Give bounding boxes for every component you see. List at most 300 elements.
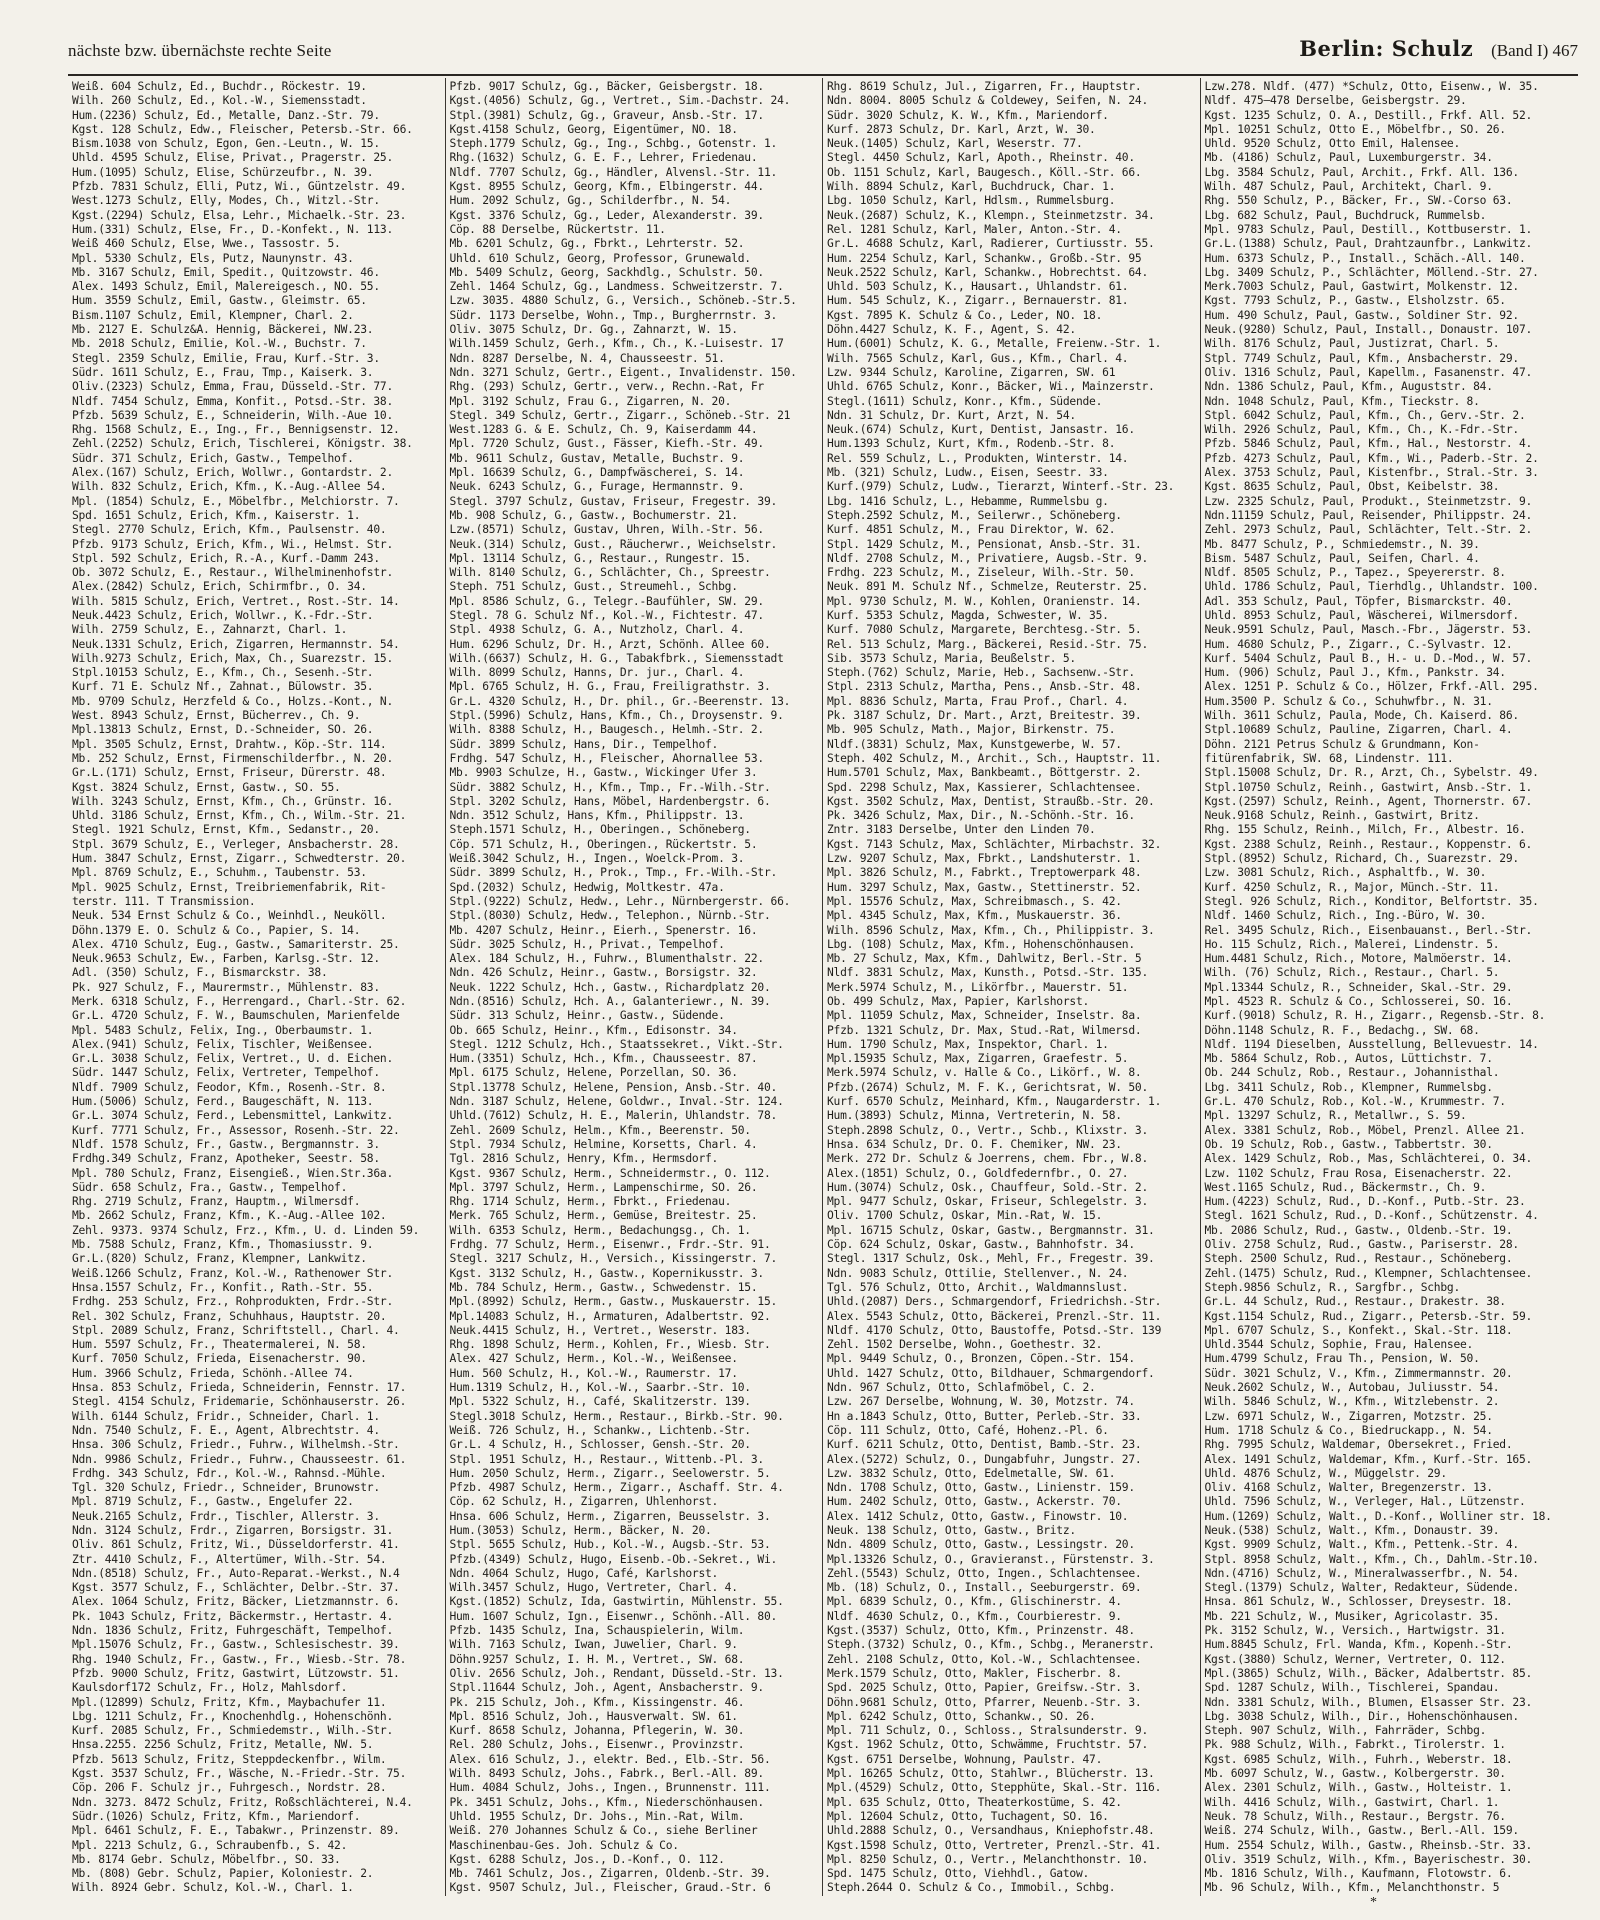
directory-entry: Mpl. 9449 Schulz, O., Bronzen, Cöpen.-Str. 154.: [827, 1352, 1135, 1366]
directory-entry: Kgst. 3577 Schulz, F., Schlächter, Delbr.-Str. 37.: [72, 1581, 400, 1595]
directory-entry: Südr. 313 Schulz, Heinr., Gastw., Südende.: [449, 1009, 725, 1023]
directory-entry: Hum. 2402 Schulz, Otto, Gastw., Ackerstr. 70.: [827, 1495, 1122, 1509]
directory-entry: Ho. 115 Schulz, Rich., Malerei, Lindenstr. 5.: [1204, 937, 1500, 951]
directory-entry: Steph.9856 Schulz, R., Sargfbr., Schbg.: [1204, 1280, 1461, 1294]
directory-entry: Ndn.(8518) Schulz, Fr., Auto-Reparat.-Werkst., N.4: [72, 1566, 400, 1580]
directory-entry: Alex. 1429 Schulz, Rob., Mas, Schlächterei, O. 34.: [1204, 1152, 1533, 1166]
directory-entry: Südr. 3899 Schulz, H., Prok., Tmp., Fr.-Wilh.-Str.: [449, 866, 778, 880]
directory-entry: Zehl. 1502 Derselbe, Wohn., Goethestr. 32.: [827, 1338, 1103, 1352]
directory-entry: Steph. 751 Schulz, Gust., Streumehl., Schbg.: [449, 580, 738, 594]
directory-entry: Wilh. 8924 Gebr. Schulz, Kol.-W., Charl. 1.: [72, 1881, 354, 1895]
directory-entry: Kgst.(2597) Schulz, Reinh., Agent, Thornerstr. 67.: [1204, 794, 1533, 808]
directory-entry: Mpl. 3192 Schulz, Frau G., Zigarren, N. 20.: [449, 394, 732, 408]
directory-entry: Mb. (808) Gebr. Schulz, Papier, Koloniestr. 2.: [72, 1867, 374, 1881]
directory-entry: Neuk.2522 Schulz, Karl, Schankw., Hobrechtst. 64.: [827, 265, 1149, 279]
directory-entry: Gr.L. 4688 Schulz, Karl, Radierer, Curtiusstr. 55.: [827, 237, 1155, 251]
directory-entry: Stpl.(8030) Schulz, Hedw., Telephon., Nürnb.-Str.: [449, 909, 771, 923]
directory-entry: Mpl. 10251 Schulz, Otto E., Möbelfbr., SO. 26.: [1204, 122, 1506, 136]
directory-entry: Merk.7003 Schulz, Paul, Gastwirt, Molkenstr. 12.: [1204, 280, 1519, 294]
directory-entry: Uhld. 1786 Schulz, Paul, Tierhdlg., Uhlandstr. 100.: [1204, 580, 1539, 594]
volume-page-number: (Band I) 467: [1491, 41, 1578, 60]
directory-entry: Hnsa. 306 Schulz, Friedr., Fuhrw., Wilhelmsh.-Str.: [72, 1438, 400, 1452]
directory-entry: Kgst. 6288 Schulz, Jos., D.-Konf., O. 112.: [449, 1852, 725, 1866]
directory-entry: Mpl. 8586 Schulz, G., Telegr.-Baufühler, SW. 29.: [449, 594, 764, 608]
directory-entry: Rhg. 1568 Schulz, E., Ing., Fr., Bennigsenstr. 12.: [72, 423, 400, 437]
directory-entry: Stpl.10750 Schulz, Reinh., Gastwirt, Ansb.-Str. 1.: [1204, 780, 1533, 794]
directory-entry: Wilh. 8894 Schulz, Karl, Buchdruck, Char. 1.: [827, 180, 1116, 194]
directory-entry: Cöp. 206 F. Schulz jr., Fuhrgesch., Nordstr. 28.: [72, 1781, 387, 1795]
directory-entry: Stpl. 6042 Schulz, Paul, Kfm., Ch., Gerv.-Str. 2.: [1204, 408, 1526, 422]
directory-entry: Wilh. 5815 Schulz, Erich, Vertret., Rost.-Str. 14.: [72, 594, 400, 608]
directory-entry: Mb. 9611 Schulz, Gustav, Metalle, Buchstr. 9.: [449, 451, 745, 465]
directory-entry: Stegl.(1611) Schulz, Konr., Kfm., Südende.: [827, 394, 1103, 408]
directory-entry: West.1283 G. & E. Schulz, Ch. 9, Kaiserdamm 44.: [449, 423, 758, 437]
directory-entry: Kurf. 5353 Schulz, Magda, Schwester, W. 35.: [827, 608, 1109, 622]
directory-entry: Wilh. 6144 Schulz, Fridr., Schneider, Charl. 1.: [72, 1409, 380, 1423]
directory-entry: Stpl.13778 Schulz, Helene, Pension, Ansb.-Str. 40.: [449, 1080, 778, 1094]
directory-entry: Frdhg. 77 Schulz, Herm., Eisenwr., Frdr.-Str. 91.: [449, 1238, 771, 1252]
directory-entry: Lzw.(8571) Schulz, Gustav, Uhren, Wilh.-Str. 56.: [449, 523, 764, 537]
directory-entry: Ndn. 1836 Schulz, Fritz, Fuhrgeschäft, Tempelhof.: [72, 1624, 394, 1638]
directory-entry: Rhg. 1898 Schulz, Herm., Kohlen, Fr., Wiesb. Str.: [449, 1338, 771, 1352]
directory-entry: Hum. 2254 Schulz, Karl, Schankw., Großb.-Str. 95: [827, 251, 1142, 265]
directory-entry: Stpl.11644 Schulz, Joh., Agent, Ansbacherstr. 9.: [449, 1681, 764, 1695]
directory-entry: Lzw. 6971 Schulz, W., Zigarren, Motzstr. 25.: [1204, 1409, 1493, 1423]
directory-entry: terstr. 111. T Transmission.: [72, 894, 256, 908]
directory-entry: Stegl. 349 Schulz, Gertr., Zigarr., Schöneb.-Str. 21: [449, 408, 791, 422]
directory-entry: Hum. 490 Schulz, Paul, Gastw., Soldiner Str. 92.: [1204, 308, 1519, 322]
directory-entry: Neuk.(1405) Schulz, Karl, Weserstr. 77.: [827, 137, 1083, 151]
directory-entry: Spd. 1475 Schulz, Otto, Viehhdl., Gatow.: [827, 1867, 1090, 1881]
directory-entry: Lzw. 9344 Schulz, Karoline, Zigarren, SW. 61: [827, 365, 1116, 379]
directory-entry: Oliv. 1700 Schulz, Oskar, Min.-Rat, W. 15.: [827, 1209, 1103, 1223]
directory-entry: Hum.(3351) Schulz, Hch., Kfm., Chausseestr. 87.: [449, 1052, 758, 1066]
directory-entry: Mpl. 8836 Schulz, Marta, Frau Prof., Charl. 4.: [827, 694, 1129, 708]
directory-entry: Döhn.9257 Schulz, I. H. M., Vertret., SW. 68.: [449, 1652, 745, 1666]
directory-entry: Hum. 3966 Schulz, Frieda, Schönh.-Allee 74.: [72, 1366, 354, 1380]
directory-entry: Mpl.13344 Schulz, R., Schneider, Skal.-Str. 29.: [1204, 980, 1513, 994]
directory-entry: Steph.(3732) Schulz, O., Kfm., Schbg., Meranerstr.: [827, 1638, 1155, 1652]
directory-entry: Ndn. 7540 Schulz, F. E., Agent, Albrechtstr. 4.: [72, 1423, 380, 1437]
directory-entry: Stpl. 4938 Schulz, G. A., Nutzholz, Charl. 4.: [449, 623, 745, 637]
directory-entry: Nldf. 1194 Dieselben, Ausstellung, Bellevuestr. 14.: [1204, 1037, 1539, 1051]
directory-entry: Stpl. 592 Schulz, Erich, R.-A., Kurf.-Damm 243.: [72, 551, 380, 565]
directory-entry: Ob. 499 Schulz, Max, Papier, Karlshorst.: [827, 995, 1090, 1008]
directory-entry: Kurf. 6211 Schulz, Otto, Dentist, Bamb.-Str. 23.: [827, 1438, 1142, 1452]
directory-entry: Mb. 1816 Schulz, Wilh., Kaufmann, Flotowstr. 6.: [1204, 1867, 1513, 1881]
directory-entry: Stpl. 2089 Schulz, Franz, Schriftstell., Charl. 4.: [72, 1323, 400, 1337]
directory-entry: Neuk.1331 Schulz, Erich, Zigarren, Hermannstr. 54.: [72, 637, 400, 651]
directory-entry: Cöp. 62 Schulz, H., Zigarren, Uhlenhorst.: [449, 1495, 719, 1509]
directory-entry: Mpl. 15576 Schulz, Max, Schreibmasch., S. 42.: [827, 894, 1122, 908]
directory-entry: Südr. 3025 Schulz, H., Privat., Tempelhof.: [449, 937, 725, 951]
directory-entry: Hum. 5597 Schulz, Fr., Theatermalerei, N. 58.: [72, 1338, 367, 1352]
directory-entry: Mpl. 780 Schulz, Franz, Eisengieß., Wien.Str.36a.: [72, 1166, 394, 1180]
directory-entry: Uhld. 3186 Schulz, Ernst, Kfm., Ch., Wilm.-Str. 21.: [72, 809, 407, 823]
directory-entry: Lbg. 3409 Schulz, P., Schlächter, Möllend.-Str. 27.: [1204, 265, 1539, 279]
directory-entry: Mb. 2086 Schulz, Rud., Gastw., Oldenb.-Str. 19.: [1204, 1223, 1513, 1237]
directory-entry: Pfzb. 5613 Schulz, Fritz, Steppdeckenfbr., Wilm.: [72, 1752, 387, 1766]
directory-entry: Frdhg.349 Schulz, Franz, Apotheker, Seestr. 58.: [72, 1152, 380, 1166]
directory-entry: Mpl. 4523 R. Schulz & Co., Schlosserei, SO. 16.: [1204, 995, 1513, 1008]
directory-entry: Stpl.(9222) Schulz, Hedw., Lehr., Nürnbergerstr. 66.: [449, 894, 791, 908]
page-title: Berlin: Schulz: [1299, 36, 1474, 61]
directory-entry: Ndn. 426 Schulz, Heinr., Gastw., Borsigstr. 32.: [449, 966, 758, 980]
directory-entry: Steph.(762) Schulz, Marie, Heb., Sachsenw.-Str.: [827, 666, 1135, 680]
directory-entry: Zntr. 3183 Derselbe, Unter den Linden 70.: [827, 823, 1096, 837]
directory-entry: Neuk.2165 Schulz, Frdr., Tischler, Allerstr. 3.: [72, 1509, 380, 1523]
directory-entry: Mpl. 8719 Schulz, F., Gastw., Engelufer 22.: [72, 1495, 354, 1509]
directory-entry: Ndn. 4809 Schulz, Otto, Gastw., Lessingstr. 20.: [827, 1538, 1135, 1552]
directory-entry: Pfzb.(2674) Schulz, M. F. K., Gerichtsrat, W. 50.: [827, 1080, 1149, 1094]
directory-entry: Merk.5974 Schulz, v. Halle & Co., Likörf., W. 8.: [827, 1066, 1142, 1080]
directory-entry: Lzw. 3035. 4880 Schulz, G., Versich., Schöneb.-Str.5.: [449, 294, 797, 308]
directory-entry: Hnsa. 606 Schulz, Herm., Zigarren, Beusselstr. 3.: [449, 1509, 771, 1523]
directory-entry: Mpl. 16265 Schulz, Otto, Stahlwr., Blücherstr. 13.: [827, 1767, 1155, 1781]
directory-entry: Kgst. 7143 Schulz, Max, Schlächter, Mirbachstr. 32.: [827, 837, 1162, 851]
directory-entry: Alex. 184 Schulz, H., Fuhrw., Blumenthalstr. 22.: [449, 952, 764, 966]
directory-entry: Neuk.2602 Schulz, W., Autobau, Juliusstr. 54.: [1204, 1381, 1500, 1395]
directory-entry: Alex.(2842) Schulz, Erich, Schirmfbr., O. 34.: [72, 580, 367, 594]
directory-entry: Spd. 2298 Schulz, Max, Kassierer, Schlachtensee.: [827, 780, 1142, 794]
directory-entry: Uhld. 1427 Schulz, Otto, Bildhauer, Schmargendorf.: [827, 1366, 1155, 1380]
directory-entry: Stpl. 2313 Schulz, Martha, Pens., Ansb.-Str. 48.: [827, 680, 1142, 694]
directory-entry: Oliv. 1316 Schulz, Paul, Kapellm., Fasanenstr. 47.: [1204, 365, 1533, 379]
directory-entry: Pfzb. 4273 Schulz, Paul, Kfm., Wi., Paderb.-Str. 2.: [1204, 451, 1539, 465]
directory-entry: Neuk. 891 M. Schulz Nf., Schmelze, Reuterstr. 25.: [827, 580, 1149, 594]
directory-entry: Nldf.(3831) Schulz, Max, Kunstgewerbe, W. 57.: [827, 737, 1122, 751]
directory-entry: Uhld. 4876 Schulz, W., Müggelstr. 29.: [1204, 1466, 1447, 1480]
directory-entry: Kurf. 7050 Schulz, Frieda, Eisenacherstr. 90.: [72, 1352, 367, 1366]
directory-entry: Hum. 3847 Schulz, Ernst, Zigarr., Schwedterstr. 20.: [72, 852, 407, 866]
directory-entry: Rel. 513 Schulz, Marg., Bäckerei, Resid.-Str. 75.: [827, 637, 1149, 651]
directory-entry: Hum.(3074) Schulz, Osk., Chauffeur, Sold.-Str. 2.: [827, 1180, 1149, 1194]
directory-entry: Südr. 1447 Schulz, Felix, Vertreter, Tempelhof.: [72, 1066, 380, 1080]
directory-entry: Hum.(3053) Schulz, Herm., Bäcker, N. 20.: [449, 1523, 712, 1537]
directory-entry: Mpl.13326 Schulz, O., Gravieranst., Fürstenstr. 3.: [827, 1552, 1155, 1566]
directory-entry: Pk. 927 Schulz, F., Maurermstr., Mühlenstr. 83.: [72, 980, 380, 994]
directory-entry: Merk. 6318 Schulz, F., Herrengard., Charl.-Str. 62.: [72, 995, 407, 1008]
directory-entry: Südr. 1173 Derselbe, Wohn., Tmp., Burgherrnstr. 3.: [449, 308, 778, 322]
directory-entry: Stegl. 926 Schulz, Rich., Konditor, Belfortstr. 35.: [1204, 894, 1539, 908]
directory-entry: Mpl. 2213 Schulz, G., Schraubenfb., S. 42.: [72, 1838, 348, 1852]
directory-entry: Hum.1319 Schulz, H., Kol.-W., Saarbr.-Str. 10.: [449, 1381, 751, 1395]
directory-entry: Zehl.(5543) Schulz, Otto, Ingen., Schlachtensee.: [827, 1566, 1142, 1580]
directory-entry: Neuk.9653 Schulz, Ew., Farben, Karlsg.-Str. 12.: [72, 952, 380, 966]
directory-entry: Stpl. 7934 Schulz, Helmine, Korsetts, Charl. 4.: [449, 1137, 758, 1151]
directory-entry: Mpl. 9730 Schulz, M. W., Kohlen, Oranienstr. 14.: [827, 594, 1142, 608]
directory-entry: Neuk.4415 Schulz, H., Vertret., Weserstr. 183.: [449, 1323, 751, 1337]
directory-entry: West.1165 Schulz, Rud., Bäckermstr., Ch. 9.: [1204, 1180, 1487, 1194]
directory-entry: Mpl. 16715 Schulz, Oskar, Gastw., Bergmannstr. 31.: [827, 1223, 1155, 1237]
directory-entry: Stegl. 1317 Schulz, Osk., Mehl, Fr., Fregestr. 39.: [827, 1252, 1155, 1266]
directory-entry: Wilh. 7163 Schulz, Iwan, Juwelier, Charl. 9.: [449, 1638, 738, 1652]
directory-entry: Bism.1038 von Schulz, Egon, Gen.-Leutn., W. 15.: [72, 137, 380, 151]
directory-entry: Kurf. 5404 Schulz, Paul B., H.- u. D.-Mod., W. 57.: [1204, 651, 1533, 665]
directory-entry: Uhld.2888 Schulz, O., Versandhaus, Kniephofstr.48.: [827, 1824, 1155, 1838]
directory-entry: Stegl. 4450 Schulz, Karl, Apoth., Rheinstr. 40.: [827, 151, 1135, 165]
directory-entry: Mpl. 7720 Schulz, Gust., Fässer, Kiefh.-Str. 49.: [449, 437, 764, 451]
directory-entry: Wilh. 8388 Schulz, H., Baugesch., Helmh.-Str. 2.: [449, 723, 764, 737]
directory-entry: Mb. 2662 Schulz, Franz, Kfm., K.-Aug.-Allee 102.: [72, 1209, 387, 1223]
directory-entry: Südr. 3020 Schulz, K. W., Kfm., Mariendorf.: [827, 108, 1109, 122]
directory-entry: Döhn.4427 Schulz, K. F., Agent, S. 42.: [827, 323, 1076, 337]
directory-entry: Mpl. 9477 Schulz, Oskar, Friseur, Schlegelstr. 3.: [827, 1195, 1149, 1209]
directory-entry: Mb. 9903 Schulze, H., Gastw., Wickinger Ufer 3.: [449, 766, 758, 780]
directory-entry: Zehl. 2973 Schulz, Paul, Schlächter, Telt.-Str. 2.: [1204, 523, 1533, 537]
directory-entry: Mpl. 13297 Schulz, R., Metallwr., S. 59.: [1204, 1109, 1467, 1123]
directory-entry: Mb. 2018 Schulz, Emilie, Kol.-W., Buchstr. 7.: [72, 337, 367, 351]
directory-entry: Ndn. 3381 Schulz, Wilh., Blumen, Elsasser Str. 23.: [1204, 1695, 1533, 1709]
directory-entry: Mpl.14083 Schulz, H., Armaturen, Adalbertstr. 92.: [449, 1309, 771, 1323]
directory-entry: Mpl.(12899) Schulz, Fritz, Kfm., Maybachufer 11.: [72, 1695, 387, 1709]
directory-entry: Pk. 215 Schulz, Joh., Kfm., Kissingenstr. 46.: [449, 1695, 745, 1709]
directory-entry: Südr. 3882 Schulz, H., Kfm., Tmp., Fr.-Wilh.-Str.: [449, 780, 771, 794]
directory-entry: Neuk.(314) Schulz, Gust., Räucherwr., Weichselstr.: [449, 537, 778, 551]
directory-entry: Pk. 3152 Schulz, W., Versich., Hartwigstr. 31.: [1204, 1624, 1506, 1638]
directory-entry: Lbg. 682 Schulz, Paul, Buchdruck, Rummelsb.: [1204, 208, 1487, 222]
directory-entry: Nldf. 8505 Schulz, P., Tapez., Speyererstr. 8.: [1204, 566, 1506, 580]
directory-entry: Stegl. 1621 Schulz, Rud., D.-Konf., Schützenstr. 4.: [1204, 1209, 1539, 1223]
directory-entry: Rhg.(1632) Schulz, G. E. F., Lehrer, Friedenau.: [449, 151, 758, 165]
directory-entry: Kgst. 2388 Schulz, Reinh., Restaur., Koppenstr. 6.: [1204, 837, 1533, 851]
directory-entry: Stpl. 1951 Schulz, H., Restaur., Wittenb.-Pl. 3.: [449, 1452, 764, 1466]
directory-entry: Kgst. 128 Schulz, Edw., Fleischer, Petersb.-Str. 66.: [72, 122, 413, 136]
directory-entry: Ob. 665 Schulz, Heinr., Kfm., Edisonstr. 34.: [449, 1023, 738, 1037]
directory-entry: Mb. 5409 Schulz, Georg, Sackhdlg., Schulstr. 50.: [449, 265, 764, 279]
directory-entry: Oliv. 861 Schulz, Fritz, Wi., Düsseldorferstr. 41.: [72, 1538, 400, 1552]
directory-entry: Pfzb.(4349) Schulz, Hugo, Eisenb.-Ob.-Sekret., Wi.: [449, 1552, 778, 1566]
directory-entry: Alex. 4710 Schulz, Eug., Gastw., Samariterstr. 25.: [72, 937, 400, 951]
directory-entry: Wilh. (76) Schulz, Rich., Restaur., Charl. 5.: [1204, 966, 1500, 980]
directory-entry: Kgst.1154 Schulz, Rud., Zigarr., Petersb.-Str. 59.: [1204, 1309, 1533, 1323]
directory-entry: Alex. 1251 P. Schulz & Co., Hölzer, Frkf.-All. 295.: [1204, 680, 1539, 694]
directory-entry: Kgst.(2294) Schulz, Elsa, Lehr., Michaelk.-Str. 23.: [72, 208, 407, 222]
directory-entry: Ndn. 1386 Schulz, Paul, Kfm., Auguststr. 84.: [1204, 380, 1493, 394]
directory-entry: Rhg. (293) Schulz, Gertr., verw., Rechn.-Rat, Fr: [449, 380, 764, 394]
directory-entry: Frdhg. 223 Schulz, M., Ziseleur, Wilh.-Str. 50.: [827, 566, 1135, 580]
directory-entry: Kgst. 7793 Schulz, P., Gastw., Elsholzstr. 65.: [1204, 294, 1506, 308]
directory-entry: Südr. 371 Schulz, Erich, Gastw., Tempelhof.: [72, 451, 354, 465]
directory-entry: Lbg. 1050 Schulz, Karl, Hdlsm., Rummelsburg.: [827, 194, 1116, 208]
directory-entry: West. 8943 Schulz, Ernst, Bücherrev., Ch. 9.: [72, 709, 361, 723]
directory-entry: Hum.8845 Schulz, Frl. Wanda, Kfm., Kopenh.-Str.: [1204, 1638, 1513, 1652]
directory-entry: Nldf. 4630 Schulz, O., Kfm., Courbierestr. 9.: [827, 1609, 1122, 1623]
directory-entry: Weiß. 270 Johannes Schulz & Co., siehe Berliner: [449, 1824, 758, 1838]
directory-entry: Nldf. 7454 Schulz, Emma, Konfit., Potsd.-Str. 38.: [72, 394, 394, 408]
directory-entry: Mpl.(3865) Schulz, Wilh., Bäcker, Adalbertstr. 85.: [1204, 1666, 1533, 1680]
directory-entry: Mb. 6201 Schulz, Gg., Fbrkt., Lehrterstr. 52.: [449, 237, 745, 251]
directory-entry: Uhld.(7612) Schulz, H. E., Malerin, Uhlandstr. 78.: [449, 1109, 778, 1123]
directory-entry: Mpl. 8516 Schulz, Joh., Hausverwalt. SW. 61.: [449, 1709, 738, 1723]
directory-entry: Pk. 3451 Schulz, Johs., Kfm., Niederschönhausen.: [449, 1795, 764, 1809]
directory-entry: Ndn. 3187 Schulz, Helene, Goldwr., Inval.-Str. 124.: [449, 1095, 784, 1109]
column-2: [446, 78, 824, 1896]
directory-entry: Frdhg. 547 Schulz, H., Fleischer, Ahornallee 53.: [449, 751, 764, 765]
directory-entry: Weiß. 274 Schulz, Wilh., Gastw., Berl.-All. 159.: [1204, 1824, 1519, 1838]
directory-entry: Mb. 8477 Schulz, P., Schmiedemstr., N. 39.: [1204, 537, 1480, 551]
directory-entry: Stpl. 7749 Schulz, Paul, Kfm., Ansbacherstr. 29.: [1204, 351, 1519, 365]
directory-entry: Weiß 460 Schulz, Else, Wwe., Tassostr. 5.: [72, 237, 341, 251]
directory-entry: Lzw. 9207 Schulz, Max, Fbrkt., Landshuterstr. 1.: [827, 852, 1142, 866]
directory-entry: Hum.(6001) Schulz, K. G., Metalle, Freienw.-Str. 1.: [827, 337, 1162, 351]
directory-entry: Mpl. 3505 Schulz, Ernst, Drahtw., Köp.-Str. 114.: [72, 737, 387, 751]
directory-entry: Nldf. 4170 Schulz, Otto, Baustoffe, Potsd.-Str. 139: [827, 1323, 1162, 1337]
directory-entry: Rhg. 8619 Schulz, Jul., Zigarren, Fr., Hauptstr.: [827, 80, 1142, 93]
directory-entry: Hum.(2236) Schulz, Ed., Metalle, Danz.-Str. 79.: [72, 108, 380, 122]
directory-entry: Mpl. 6765 Schulz, H. G., Frau, Freiligrathstr. 3.: [449, 680, 771, 694]
directory-entry: Neuk.9591 Schulz, Paul, Masch.-Fbr., Jägerstr. 53.: [1204, 623, 1533, 637]
directory-entry: Stegl. 3797 Schulz, Gustav, Friseur, Fregestr. 39.: [449, 494, 778, 508]
directory-columns: [68, 78, 1578, 1895]
directory-entry: Pk. 3187 Schulz, Dr. Mart., Arzt, Breitestr. 39.: [827, 709, 1142, 723]
directory-entry: Hum.4481 Schulz, Rich., Motore, Malmöerstr. 14.: [1204, 952, 1513, 966]
directory-entry: Wilh. 260 Schulz, Ed., Kol.-W., Siemensstadt.: [72, 94, 367, 108]
directory-entry: Nldf. 7909 Schulz, Feodor, Kfm., Rosenh.-Str. 8.: [72, 1080, 387, 1094]
directory-entry: Kgst.4158 Schulz, Georg, Eigentümer, NO. 18.: [449, 122, 738, 136]
column-3: [823, 78, 1201, 1896]
directory-entry: Mb. 905 Schulz, Math., Major, Birkenstr. 75.: [827, 723, 1116, 737]
column-1: [68, 78, 446, 1896]
directory-entry: Mb. 27 Schulz, Max, Kfm., Dahlwitz, Berl.-Str. 5: [827, 952, 1142, 966]
directory-entry: Ndn. 3273. 8472 Schulz, Fritz, Roßschlächterei, N.4.: [72, 1795, 413, 1809]
directory-entry: Hum.(3893) Schulz, Minna, Vertreterin, N. 58.: [827, 1109, 1122, 1123]
directory-entry: Wilh. 7565 Schulz, Karl, Gus., Kfm., Charl. 4.: [827, 351, 1129, 365]
directory-entry: Mpl.13813 Schulz, Ernst, D.-Schneider, SO. 26.: [72, 723, 374, 737]
directory-entry: Mpl. 9783 Schulz, Paul, Destill., Kottbuserstr. 1.: [1204, 222, 1533, 236]
directory-entry: Ztr. 4410 Schulz, F., Altertümer, Wilh.-Str. 54.: [72, 1552, 387, 1566]
directory-entry: Steph. 402 Schulz, M., Archit., Sch., Hauptstr. 11.: [827, 751, 1162, 765]
directory-entry: Wilh.1459 Schulz, Gerh., Kfm., Ch., K.-Luisestr. 17: [449, 337, 784, 351]
directory-entry: Stpl.(8952) Schulz, Richard, Ch., Suarezstr. 29.: [1204, 852, 1519, 866]
directory-entry: Südr. 3021 Schulz, V., Kfm., Zimmermannstr. 20.: [1204, 1366, 1513, 1380]
directory-entry: Mb. 96 Schulz, Wilh., Kfm., Melanchthonstr. 5: [1204, 1881, 1500, 1895]
directory-entry: Kurf. 6570 Schulz, Meinhard, Kfm., Naugarderstr. 1.: [827, 1095, 1162, 1109]
directory-entry: Hum.1393 Schulz, Kurt, Kfm., Rodenb.-Str. 8.: [827, 437, 1116, 451]
directory-entry: Pfzb. 9000 Schulz, Fritz, Gastwirt, Lützowstr. 51.: [72, 1666, 400, 1680]
directory-entry: Ndn. 4064 Schulz, Hugo, Café, Karlshorst.: [449, 1566, 719, 1580]
directory-entry: Zehl.(1475) Schulz, Rud., Klempner, Schlachtensee.: [1204, 1266, 1533, 1280]
directory-entry: Kgst. 7895 K. Schulz & Co., Leder, NO. 18.: [827, 308, 1103, 322]
directory-entry: Rhg. 2719 Schulz, Franz, Hauptm., Wilmersdf.: [72, 1195, 361, 1209]
directory-entry: Lzw. 3832 Schulz, Otto, Edelmetalle, SW. 61.: [827, 1466, 1116, 1480]
directory-entry: Wilh.9273 Schulz, Erich, Max, Ch., Suarezstr. 15.: [72, 651, 394, 665]
directory-entry: Hum. 2092 Schulz, Gg., Schilderfbr., N. 54.: [449, 194, 732, 208]
directory-entry: Oliv. 2758 Schulz, Rud., Gastw., Pariserstr. 28.: [1204, 1238, 1519, 1252]
directory-entry: Pfzb. 5639 Schulz, E., Schneiderin, Wilh.-Aue 10.: [72, 408, 394, 422]
directory-entry: Cöp. 571 Schulz, H., Oberingen., Rückertstr. 5.: [449, 837, 758, 851]
directory-entry: Uhld.3544 Schulz, Sophie, Frau, Halensee.: [1204, 1338, 1474, 1352]
directory-entry: Mb. 9709 Schulz, Herzfeld & Co., Holzs.-Kont., N.: [72, 694, 394, 708]
directory-entry: Gr.L. 3074 Schulz, Ferd., Lebensmittel, Lankwitz.: [72, 1109, 394, 1123]
directory-entry: Neuk. 1222 Schulz, Hch., Gastw., Richardplatz 20.: [449, 980, 771, 994]
directory-entry: Rhg. 1714 Schulz, Herm., Fbrkt., Friedenau.: [449, 1195, 732, 1209]
directory-entry: Gr.L. 470 Schulz, Rob., Kol.-W., Krummestr. 7.: [1204, 1095, 1506, 1109]
directory-entry: Stegl. 78 G. Schulz Nf., Kol.-W., Fichtestr. 47.: [449, 608, 764, 622]
directory-entry: Nldf. 2708 Schulz, M., Privatiere, Augsb.-Str. 9.: [827, 551, 1149, 565]
directory-entry: Mpl. 8769 Schulz, E., Schuhm., Taubenstr. 53.: [72, 866, 367, 880]
directory-entry: Gr.L. 4320 Schulz, H., Dr. phil., Gr.-Beerenstr. 13.: [449, 694, 791, 708]
header-note: nächste bzw. übernächste rechte Seite: [68, 41, 332, 60]
directory-entry: Lzw. 2325 Schulz, Paul, Produkt., Steinmetzstr. 9.: [1204, 494, 1533, 508]
directory-entry: Ndn. 8004. 8005 Schulz & Coldewey, Seifen, N. 24.: [827, 94, 1149, 108]
directory-entry: Wilh. 8176 Schulz, Paul, Justizrat, Charl. 5.: [1204, 337, 1500, 351]
directory-entry: Ndn. 31 Schulz, Dr. Kurt, Arzt, N. 54.: [827, 408, 1076, 422]
directory-entry: Neuk.(674) Schulz, Kurt, Dentist, Jansastr. 16.: [827, 423, 1135, 437]
directory-entry: Ndn.11159 Schulz, Paul, Reisender, Philippstr. 24.: [1204, 508, 1533, 522]
directory-entry: Sib. 3573 Schulz, Maria, Beußelstr. 5.: [827, 651, 1076, 665]
directory-entry: Ndn. 1708 Schulz, Otto, Gastw., Linienstr. 159.: [827, 1481, 1135, 1495]
directory-entry: Mpl. 6461 Schulz, F. E., Tabakwr., Prinzenstr. 89.: [72, 1824, 400, 1838]
directory-entry: Kurf.(9018) Schulz, R. H., Zigarr., Regensb.-Str. 8.: [1204, 1009, 1546, 1023]
directory-entry: Stegl. 4154 Schulz, Fridemarie, Schönhauserstr. 26.: [72, 1395, 407, 1409]
directory-entry: Frdhg. 343 Schulz, Fdr., Kol.-W., Rahnsd.-Mühle.: [72, 1466, 387, 1480]
directory-entry: Kurf. 7080 Schulz, Margarete, Berchtesg.-Str. 5.: [827, 623, 1142, 637]
directory-entry: Merk.5974 Schulz, M., Likörfbr., Mauerstr. 51.: [827, 980, 1129, 994]
directory-entry: Mpl.(8992) Schulz, Herm., Gastw., Muskauerstr. 15.: [449, 1295, 778, 1309]
directory-entry: Steph.2898 Schulz, O., Vertr., Schb., Klixstr. 3.: [827, 1123, 1149, 1137]
directory-entry: Kgst. 1962 Schulz, Otto, Schwämme, Fruchtstr. 57.: [827, 1738, 1149, 1752]
directory-entry: Ob. 3072 Schulz, E., Restaur., Wilhelminenhofstr.: [72, 566, 394, 580]
directory-entry: Stpl. 8958 Schulz, Walt., Kfm., Ch., Dahlm.-Str.10.: [1204, 1552, 1539, 1566]
directory-entry: Kgst.(1852) Schulz, Ida, Gastwirtin, Mühlenstr. 55.: [449, 1595, 784, 1609]
directory-entry: Stpl.15008 Schulz, Dr. R., Arzt, Ch., Sybelstr. 49.: [1204, 766, 1539, 780]
directory-entry: Weiß.3042 Schulz, H., Ingen., Woelck-Prom. 3.: [449, 852, 745, 866]
directory-entry: Mb. 784 Schulz, Herm., Gastw., Schwedenstr. 15.: [449, 1280, 758, 1294]
directory-entry: Kgst. 1235 Schulz, O. A., Destill., Frkf. All. 52.: [1204, 108, 1533, 122]
directory-entry: Stpl.10153 Schulz, E., Kfm., Ch., Sesenh.-Str.: [72, 666, 374, 680]
directory-entry: Alex. 3381 Schulz, Rob., Möbel, Prenzl. Allee 21.: [1204, 1123, 1526, 1137]
directory-entry: Wilh. 2926 Schulz, Paul, Kfm., Ch., K.-Fdr.-Str.: [1204, 423, 1519, 437]
directory-entry: Ob. 1151 Schulz, Karl, Baugesch., Köll.-Str. 66.: [827, 165, 1142, 179]
directory-entry: Südr. 3899 Schulz, Hans, Dir., Tempelhof.: [449, 737, 719, 751]
directory-entry: Hum. 4680 Schulz, P., Zigarr., C.-Sylvastr. 12.: [1204, 637, 1513, 651]
directory-entry: Mpl. 16639 Schulz, G., Dampfwäscherei, S. 14.: [449, 466, 745, 480]
directory-entry: Rel. 280 Schulz, Johs., Eisenwr., Provinzstr.: [449, 1738, 745, 1752]
directory-entry: Alex. 1412 Schulz, Otto, Gastw., Finowstr. 10.: [827, 1509, 1129, 1523]
directory-entry: Oliv. 3075 Schulz, Dr. Gg., Zahnarzt, W. 15.: [449, 323, 738, 337]
directory-entry: Kurf.(979) Schulz, Ludw., Tierarzt, Winterf.-Str. 23.: [827, 480, 1175, 494]
directory-entry: Adl. 353 Schulz, Paul, Töpfer, Bismarckstr. 40.: [1204, 594, 1513, 608]
directory-entry: Mb. 3167 Schulz, Emil, Spedit., Quitzowstr. 46.: [72, 265, 380, 279]
directory-entry: Lbg. 3038 Schulz, Wilh., Dir., Hohenschönhausen.: [1204, 1709, 1519, 1723]
directory-entry: Kgst. 3824 Schulz, Ernst, Gastw., SO. 55.: [72, 780, 341, 794]
directory-entry: Uhld.(2087) Ders., Schmargendorf, Friedrichsh.-Str.: [827, 1295, 1162, 1309]
directory-entry: Wilh.3457 Schulz, Hugo, Vertreter, Charl. 4.: [449, 1581, 738, 1595]
directory-entry: Hum. 2554 Schulz, Wilh., Gastw., Rheinsb.-Str. 33.: [1204, 1838, 1533, 1852]
footer-asterisk-mark: *: [1370, 1895, 1377, 1910]
directory-entry: Weiß. 726 Schulz, H., Schankw., Lichtenb.-Str.: [449, 1423, 751, 1437]
directory-entry: Nldf. 7707 Schulz, Gg., Händler, Alvensl.-Str. 11.: [449, 165, 778, 179]
directory-entry: Zehl. 1464 Schulz, Gg., Landmess. Schweitzerstr. 7.: [449, 280, 784, 294]
directory-entry: Mpl. 5483 Schulz, Felix, Ing., Oberbaumstr. 1.: [72, 1023, 374, 1037]
directory-entry: Südr. 658 Schulz, Fra., Gastw., Tempelhof.: [72, 1180, 348, 1194]
directory-entry: Hn a.1843 Schulz, Otto, Butter, Perleb.-Str. 33.: [827, 1409, 1142, 1423]
directory-entry: Rel. 1281 Schulz, Karl, Maler, Anton.-Str. 4.: [827, 222, 1122, 236]
directory-entry: Lbg. 1211 Schulz, Fr., Knochenhdlg., Hohenschönh.: [72, 1709, 394, 1723]
directory-entry: Neuk. 78 Schulz, Wilh., Restaur., Bergstr. 76.: [1204, 1809, 1506, 1823]
directory-entry: Rhg. 7995 Schulz, Waldemar, Obersekret., Fried.: [1204, 1438, 1513, 1452]
directory-entry: Alex. 616 Schulz, J., elektr. Bed., Elb.-Str. 56.: [449, 1752, 771, 1766]
directory-entry: Mpl. 9025 Schulz, Ernst, Treibriemenfabrik, Rit-: [72, 880, 387, 894]
directory-entry: Wilh. 8140 Schulz, G., Schlächter, Ch., Spreestr.: [449, 566, 771, 580]
directory-entry: Tgl. 2816 Schulz, Henry, Kfm., Hermsdorf.: [449, 1152, 719, 1166]
directory-entry: Neuk. 138 Schulz, Otto, Gastw., Britz.: [827, 1523, 1076, 1537]
directory-entry: Merk.1579 Schulz, Otto, Makler, Fischerbr. 8.: [827, 1666, 1122, 1680]
directory-entry: Steph. 2500 Schulz, Rud., Restaur., Schöneberg.: [1204, 1252, 1513, 1266]
directory-entry: Gr.L.(171) Schulz, Ernst, Friseur, Dürerstr. 48.: [72, 766, 387, 780]
directory-entry: Wilh. 2759 Schulz, E., Zahnarzt, Charl. 1.: [72, 623, 348, 637]
